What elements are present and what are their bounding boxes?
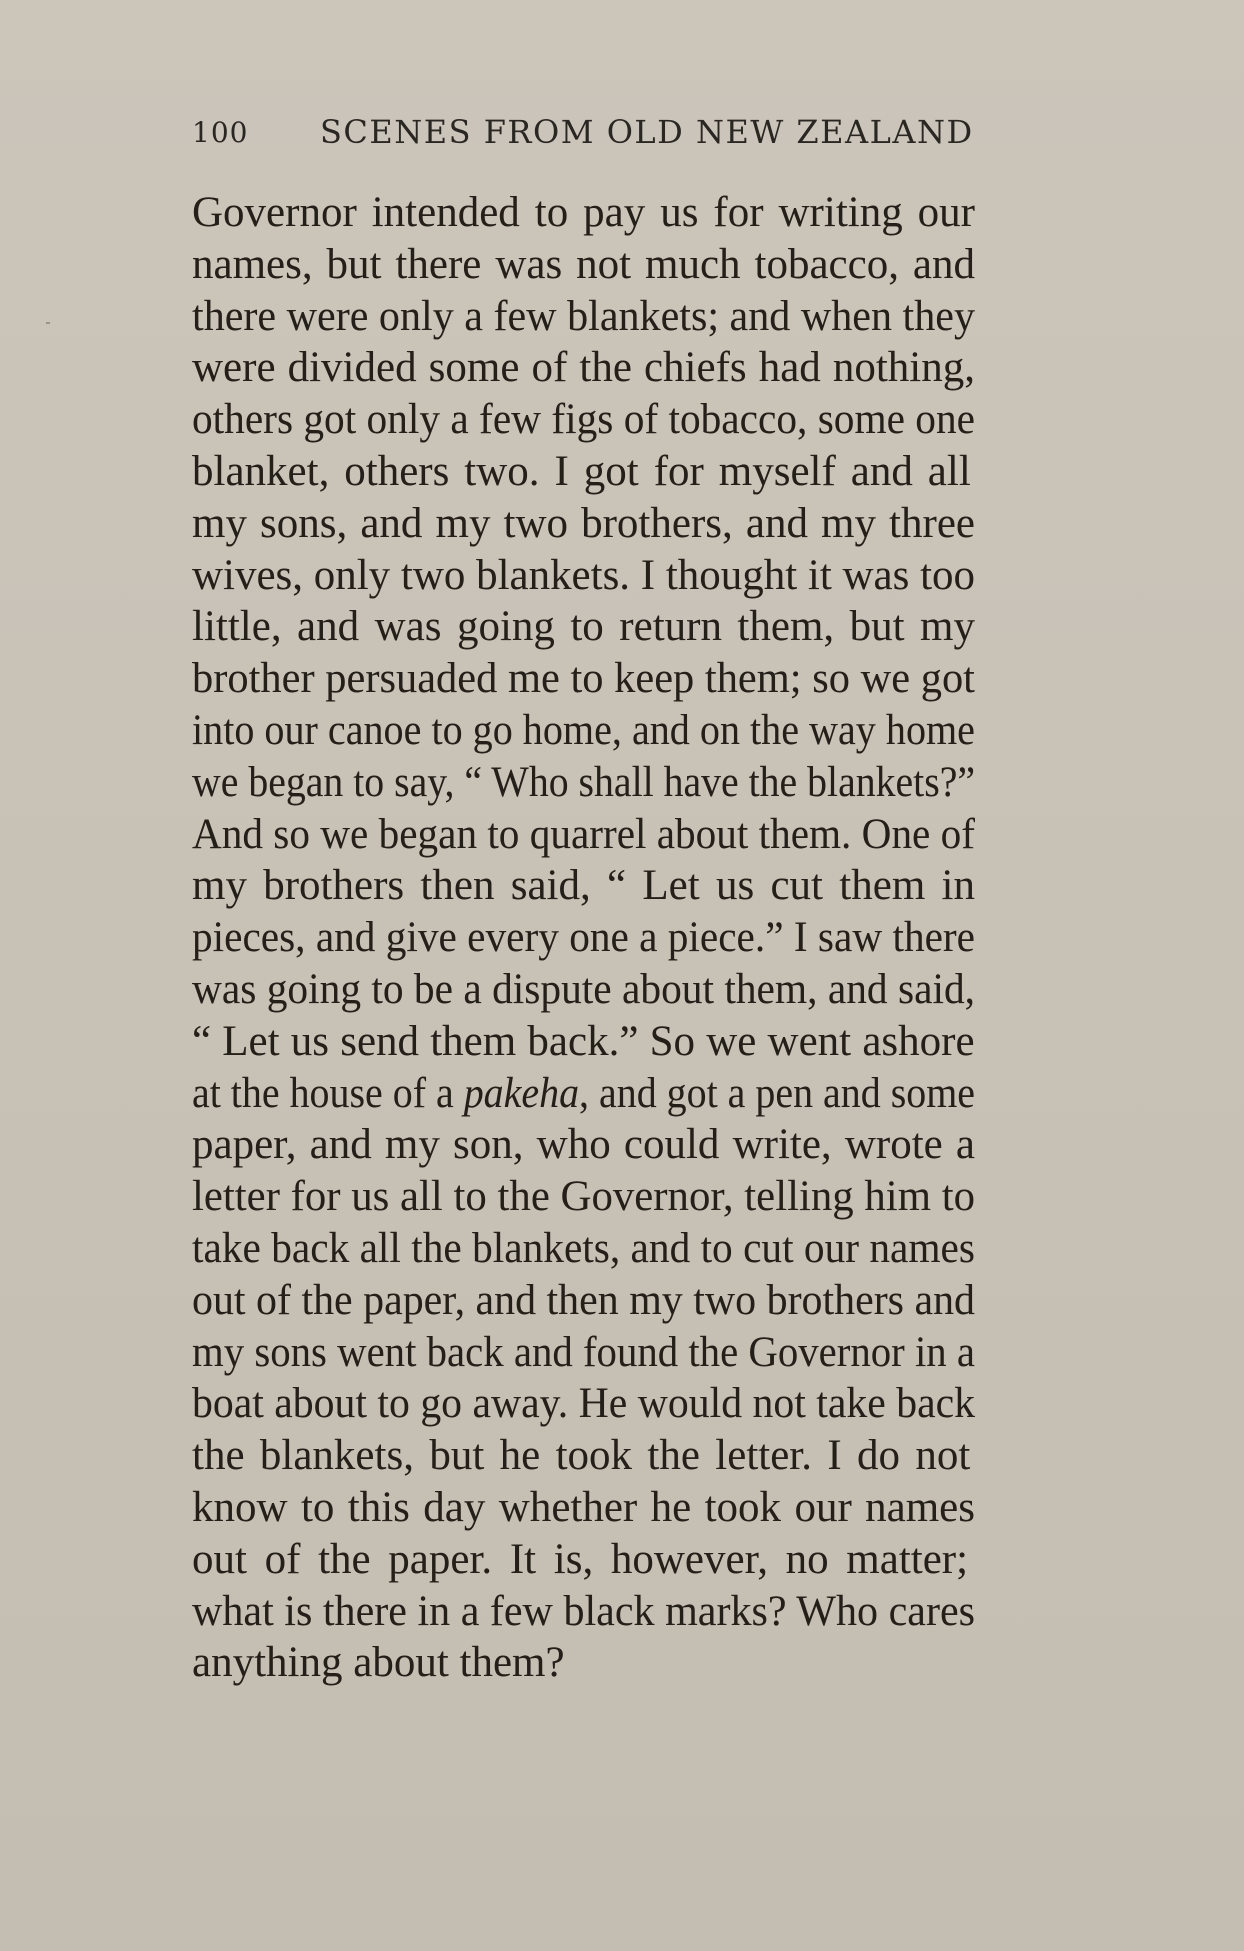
text-line-content: And so we began to quarrel about them. One of [192, 810, 975, 858]
text-line [192, 757, 1172, 809]
text-line-content: brother persuaded me to keep them; so we got [192, 655, 975, 703]
text-line-content: letter for us all to the Governor, telling him to [192, 1173, 975, 1221]
text-line-content: pieces, and give every one a piece.” I saw there [192, 914, 975, 962]
text-line [192, 498, 1172, 550]
text-line-content: out of the paper, and then my two brothers and [192, 1276, 975, 1324]
text-line-content: Governor intended to pay us for writing our [192, 189, 975, 236]
text-run: , and got a pen and some [579, 1069, 975, 1117]
text-line-content: “ Let us send them back.” So we went ashore [192, 1017, 975, 1065]
margin-speck [46, 322, 50, 324]
page-number: 100 [192, 116, 249, 149]
running-head: SCENES FROM OLD NEW ZEALAND [320, 113, 974, 151]
text-line [192, 912, 1172, 964]
text-line-content: what is there in a few black marks? Who cares [192, 1587, 975, 1635]
text-line-content: take back all the blankets, and to cut our names [192, 1224, 975, 1272]
text-line [192, 550, 1172, 602]
text-line [192, 964, 1172, 1016]
text-line [192, 187, 1172, 239]
text-line [192, 1430, 1172, 1482]
text-line-content: into our canoe to go home, and on the way home [192, 706, 975, 754]
text-line-content: my sons, and my two brothers, and my three [192, 499, 975, 547]
text-run: at the house of a [192, 1069, 464, 1117]
italic-word: pakeha [463, 1069, 580, 1117]
text-line-content: out of the paper. It is, however, no matter; [192, 1535, 969, 1583]
text-line [192, 1171, 1172, 1223]
text-line [192, 1586, 1172, 1638]
text-line [192, 809, 1172, 861]
text-line-content: wives, only two blankets. I thought it was too [192, 551, 975, 599]
text-line [192, 342, 1172, 394]
text-line [192, 1016, 1172, 1068]
text-line [192, 1327, 1172, 1379]
text-line [192, 860, 1172, 912]
text-line-content: were divided some of the chiefs had nothing, [192, 344, 975, 392]
text-line-content: there were only a few blankets; and when they [192, 292, 975, 340]
text-line-content: anything about them? [192, 1639, 565, 1687]
text-line [192, 1068, 1172, 1120]
text-line-content: little, and was going to return them, but my [192, 603, 975, 651]
text-line-content: was going to be a dispute about them, and said, [192, 965, 975, 1013]
text-line [192, 1637, 1172, 1689]
text-line-content: the blankets, but he took the letter. I do not [192, 1432, 971, 1480]
text-line-content: blanket, others two. I got for myself and all [192, 447, 971, 495]
text-line [192, 1223, 1172, 1275]
text-line [192, 1534, 1172, 1586]
text-line [192, 601, 1172, 653]
text-line [192, 394, 1172, 446]
text-line [192, 239, 1172, 291]
text-line-content: paper, and my son, who could write, wrote a [192, 1121, 975, 1169]
text-line-content: boat about to go away. He would not take back [192, 1380, 975, 1428]
text-line-content: we began to say, “ Who shall have the blankets?” [192, 758, 975, 806]
text-line-content [192, 1068, 975, 1120]
text-line-content: my brothers then said, “ Let us cut them in [192, 862, 975, 910]
text-line [192, 653, 1172, 705]
text-line [192, 1378, 1172, 1430]
text-line [192, 1119, 1172, 1171]
text-line [192, 446, 1172, 498]
text-line-content: my sons went back and found the Governor in a [192, 1328, 975, 1376]
page-header [192, 108, 1047, 156]
text-line [192, 1275, 1172, 1327]
text-line [192, 291, 1172, 343]
text-line [192, 705, 1172, 757]
text-line-content: others got only a few figs of tobacco, some one [192, 396, 975, 444]
text-line-content: names, but there was not much tobacco, and [192, 240, 975, 288]
text-line-content: know to this day whether he took our names [192, 1483, 975, 1531]
body-text [192, 187, 1172, 1689]
text-line [192, 1482, 1172, 1534]
